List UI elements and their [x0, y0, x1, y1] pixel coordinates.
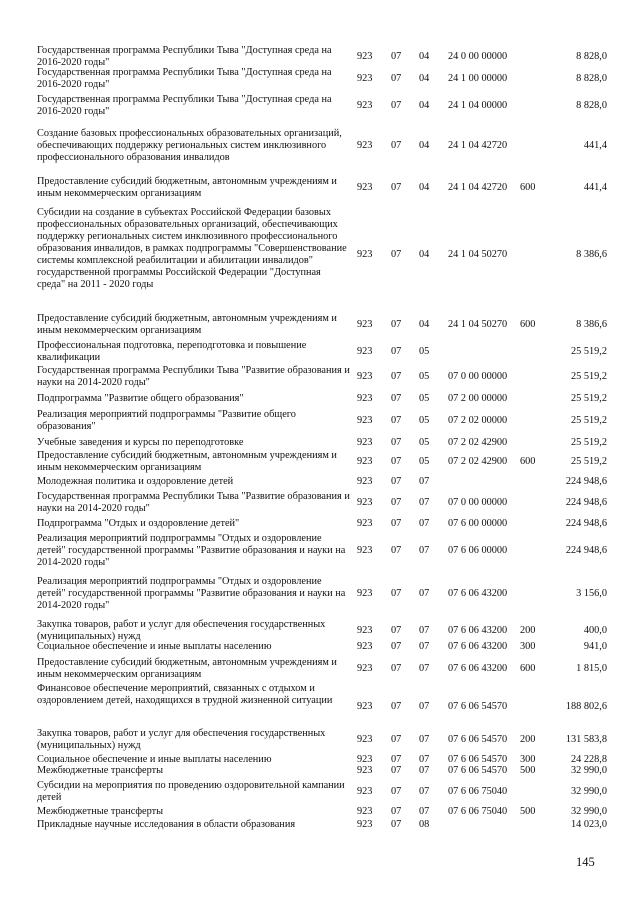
- subsection-code: 04: [419, 319, 430, 330]
- department-code: 923: [357, 51, 373, 62]
- target-article-code: 07 2 02 00000: [448, 415, 508, 426]
- amount: 8 828,0: [576, 100, 607, 111]
- expense-type-code: 500: [520, 806, 536, 817]
- row-name: Реализация мероприятий подпрограммы "Отдых и оздоровление детей" государственной программы "Развитие образования и науки на 2014-2020 годы": [37, 533, 346, 568]
- subsection-code: 04: [419, 51, 430, 62]
- department-code: 923: [357, 806, 373, 817]
- department-code: 923: [357, 346, 373, 357]
- section-code: 07: [391, 734, 402, 745]
- subsection-code: 04: [419, 73, 430, 84]
- subsection-code: 07: [419, 663, 430, 674]
- section-code: 07: [391, 393, 402, 404]
- amount: 32 990,0: [570, 806, 607, 817]
- amount: 441,4: [583, 140, 607, 151]
- department-code: 923: [357, 518, 373, 529]
- section-code: 07: [391, 765, 402, 776]
- target-article-code: 07 6 06 54570: [448, 701, 508, 712]
- section-code: 07: [391, 51, 402, 62]
- amount: 441,4: [583, 182, 607, 193]
- section-code: 07: [391, 754, 402, 765]
- section-code: 07: [391, 140, 402, 151]
- section-code: 07: [391, 346, 402, 357]
- row-name: Субсидии на мероприятия по проведению оздоровительной кампании детей: [37, 780, 345, 803]
- row-name: Молодежная политика и оздоровление детей: [37, 476, 234, 487]
- department-code: 923: [357, 73, 373, 84]
- target-article-code: 24 1 04 50270: [448, 249, 508, 260]
- section-code: 07: [391, 73, 402, 84]
- section-code: 07: [391, 415, 402, 426]
- expense-type-code: 600: [520, 456, 536, 467]
- subsection-code: 07: [419, 806, 430, 817]
- target-article-code: 07 2 02 42900: [448, 437, 508, 448]
- row-name: Прикладные научные исследования в области образования: [37, 819, 296, 830]
- amount: 25 519,2: [570, 456, 607, 467]
- target-article-code: 24 1 00 00000: [448, 73, 508, 84]
- expense-type-code: 600: [520, 182, 536, 193]
- section-code: 07: [391, 100, 402, 111]
- target-article-code: 07 6 06 00000: [448, 545, 508, 556]
- section-code: 07: [391, 319, 402, 330]
- row-name: Создание базовых профессиональных образовательных организаций, обеспечивающих поддержку региональных систем инклюзивного профессионального образования инвалидов: [37, 128, 342, 163]
- target-article-code: 07 6 06 75040: [448, 786, 508, 797]
- department-code: 923: [357, 641, 373, 652]
- row-name: Реализация мероприятий подпрограммы "Отдых и оздоровление детей" государственной программы "Развитие образования и науки на 2014-2020 годы": [37, 576, 346, 611]
- department-code: 923: [357, 415, 373, 426]
- amount: 400,0: [583, 625, 607, 636]
- amount: 8 386,6: [576, 249, 607, 260]
- subsection-code: 07: [419, 588, 430, 599]
- department-code: 923: [357, 786, 373, 797]
- target-article-code: 07 2 02 42900: [448, 456, 508, 467]
- section-code: 07: [391, 437, 402, 448]
- section-code: 07: [391, 545, 402, 556]
- section-code: 07: [391, 641, 402, 652]
- department-code: 923: [357, 588, 373, 599]
- subsection-code: 07: [419, 786, 430, 797]
- subsection-code: 07: [419, 518, 430, 529]
- subsection-code: 04: [419, 100, 430, 111]
- expense-type-code: 200: [520, 734, 536, 745]
- subsection-code: 07: [419, 754, 430, 765]
- subsection-code: 05: [419, 456, 430, 467]
- row-name: Государственная программа Республики Тыва "Развитие образования и науки на 2014-2020 годы": [37, 491, 350, 514]
- amount: 131 583,8: [565, 734, 607, 745]
- subsection-code: 07: [419, 625, 430, 636]
- target-article-code: 07 6 00 00000: [448, 518, 508, 529]
- department-code: 923: [357, 393, 373, 404]
- subsection-code: 07: [419, 734, 430, 745]
- subsection-code: 04: [419, 182, 430, 193]
- expense-type-code: 600: [520, 663, 536, 674]
- department-code: 923: [357, 545, 373, 556]
- department-code: 923: [357, 437, 373, 448]
- subsection-code: 05: [419, 371, 430, 382]
- row-name: Государственная программа Республики Тыва "Развитие образования и науки на 2014-2020 годы": [37, 365, 350, 388]
- amount: 8 828,0: [576, 73, 607, 84]
- amount: 25 519,2: [570, 371, 607, 382]
- amount: 8 828,0: [576, 51, 607, 62]
- amount: 8 386,6: [576, 319, 607, 330]
- target-article-code: 07 0 00 00000: [448, 497, 508, 508]
- amount: 224 948,6: [565, 476, 607, 487]
- subsection-code: 04: [419, 140, 430, 151]
- target-article-code: 24 1 04 42720: [448, 182, 508, 193]
- section-code: 07: [391, 806, 402, 817]
- amount: 14 023,0: [570, 819, 607, 830]
- row-name: Закупка товаров, работ и услуг для обеспечения государственных (муниципальных) нужд: [37, 728, 326, 751]
- row-name: Предоставление субсидий бюджетным, автономным учреждениям и иным некоммерческим организациям: [37, 450, 337, 473]
- department-code: 923: [357, 819, 373, 830]
- subsection-code: 07: [419, 765, 430, 776]
- expense-type-code: 500: [520, 765, 536, 776]
- amount: 188 802,6: [565, 701, 607, 712]
- subsection-code: 07: [419, 497, 430, 508]
- section-code: 07: [391, 497, 402, 508]
- amount: 25 519,2: [570, 437, 607, 448]
- row-name: Закупка товаров, работ и услуг для обеспечения государственных (муниципальных) нужд: [37, 619, 326, 642]
- amount: 24 228,8: [570, 754, 607, 765]
- section-code: 07: [391, 476, 402, 487]
- subsection-code: 05: [419, 415, 430, 426]
- department-code: 923: [357, 319, 373, 330]
- department-code: 923: [357, 249, 373, 260]
- subsection-code: 07: [419, 701, 430, 712]
- row-name: Государственная программа Республики Тыва "Доступная среда на 2016-2020 годы": [37, 67, 332, 90]
- row-name: Предоставление субсидий бюджетным, автономным учреждениям и иным некоммерческим организациям: [37, 176, 337, 199]
- target-article-code: 24 1 04 42720: [448, 140, 508, 151]
- expense-type-code: 200: [520, 625, 536, 636]
- section-code: 07: [391, 701, 402, 712]
- department-code: 923: [357, 663, 373, 674]
- row-name: Подпрограмма "Отдых и оздоровление детей": [37, 518, 240, 529]
- section-code: 07: [391, 518, 402, 529]
- row-name: Государственная программа Республики Тыва "Доступная среда на 2016-2020 годы": [37, 94, 332, 117]
- target-article-code: 07 2 00 00000: [448, 393, 508, 404]
- row-name: Учебные заведения и курсы по переподготовке: [37, 437, 244, 448]
- row-name: Финансовое обеспечение мероприятий, связанных с отдыхом и оздоровлением детей, находящихся в трудной жизненной ситуации: [37, 683, 333, 706]
- section-code: 07: [391, 663, 402, 674]
- target-article-code: 24 1 04 00000: [448, 100, 508, 111]
- target-article-code: 07 6 06 75040: [448, 806, 508, 817]
- section-code: 07: [391, 249, 402, 260]
- row-name: Межбюджетные трансферты: [37, 765, 164, 776]
- section-code: 07: [391, 819, 402, 830]
- department-code: 923: [357, 734, 373, 745]
- subsection-code: 05: [419, 437, 430, 448]
- department-code: 923: [357, 456, 373, 467]
- amount: 3 156,0: [576, 588, 607, 599]
- subsection-code: 07: [419, 545, 430, 556]
- row-name: Социальное обеспечение и иные выплаты населению: [37, 754, 272, 765]
- target-article-code: 07 6 06 54570: [448, 754, 508, 765]
- subsection-code: 07: [419, 641, 430, 652]
- target-article-code: 24 1 04 50270: [448, 319, 508, 330]
- section-code: 07: [391, 456, 402, 467]
- amount: 25 519,2: [570, 415, 607, 426]
- section-code: 07: [391, 588, 402, 599]
- department-code: 923: [357, 701, 373, 712]
- expense-type-code: 300: [520, 641, 536, 652]
- expense-type-code: 300: [520, 754, 536, 765]
- target-article-code: 07 6 06 43200: [448, 625, 508, 636]
- page-number: 145: [576, 855, 595, 869]
- department-code: 923: [357, 625, 373, 636]
- target-article-code: 24 0 00 00000: [448, 51, 508, 62]
- department-code: 923: [357, 371, 373, 382]
- department-code: 923: [357, 754, 373, 765]
- section-code: 07: [391, 182, 402, 193]
- amount: 32 990,0: [570, 786, 607, 797]
- department-code: 923: [357, 182, 373, 193]
- row-name: Государственная программа Республики Тыва "Доступная среда на 2016-2020 годы": [37, 45, 332, 68]
- subsection-code: 07: [419, 476, 430, 487]
- row-name: Предоставление субсидий бюджетным, автономным учреждениям и иным некоммерческим организациям: [37, 313, 337, 336]
- row-name: Реализация мероприятий подпрограммы "Развитие общего образования": [37, 409, 296, 432]
- row-name: Межбюджетные трансферты: [37, 806, 164, 817]
- target-article-code: 07 6 06 43200: [448, 588, 508, 599]
- amount: 32 990,0: [570, 765, 607, 776]
- subsection-code: 04: [419, 249, 430, 260]
- subsection-code: 08: [419, 819, 430, 830]
- target-article-code: 07 6 06 43200: [448, 663, 508, 674]
- target-article-code: 07 6 06 54570: [448, 765, 508, 776]
- department-code: 923: [357, 140, 373, 151]
- amount: 25 519,2: [570, 393, 607, 404]
- amount: 1 815,0: [576, 663, 607, 674]
- amount: 224 948,6: [565, 545, 607, 556]
- subsection-code: 05: [419, 393, 430, 404]
- target-article-code: 07 0 00 00000: [448, 371, 508, 382]
- row-name: Подпрограмма "Развитие общего образования": [37, 393, 244, 404]
- row-name: Субсидии на создание в субъектах Российской Федерации базовых профессиональных образовательных организаций, обеспечивающих поддержку региональных систем инклюзивного профессионального образования инвалидов, в рамках подпрограммы "Совершенствование системы комплексной реабилитации и абилитации инвалидов" государственной программы Российской Федерации "Доступная среда" на 2011 - 2020 годы: [37, 207, 347, 290]
- row-name: Социальное обеспечение и иные выплаты населению: [37, 641, 272, 652]
- department-code: 923: [357, 497, 373, 508]
- section-code: 07: [391, 786, 402, 797]
- row-name: Предоставление субсидий бюджетным, автономным учреждениям и иным некоммерческим организациям: [37, 657, 337, 680]
- amount: 224 948,6: [565, 518, 607, 529]
- section-code: 07: [391, 625, 402, 636]
- section-code: 07: [391, 371, 402, 382]
- department-code: 923: [357, 765, 373, 776]
- amount: 941,0: [583, 641, 607, 652]
- target-article-code: 07 6 06 43200: [448, 641, 508, 652]
- expense-type-code: 600: [520, 319, 536, 330]
- row-name: Профессиональная подготовка, переподготовка и повышение квалификации: [37, 340, 307, 363]
- subsection-code: 05: [419, 346, 430, 357]
- department-code: 923: [357, 476, 373, 487]
- amount: 25 519,2: [570, 346, 607, 357]
- department-code: 923: [357, 100, 373, 111]
- amount: 224 948,6: [565, 497, 607, 508]
- target-article-code: 07 6 06 54570: [448, 734, 508, 745]
